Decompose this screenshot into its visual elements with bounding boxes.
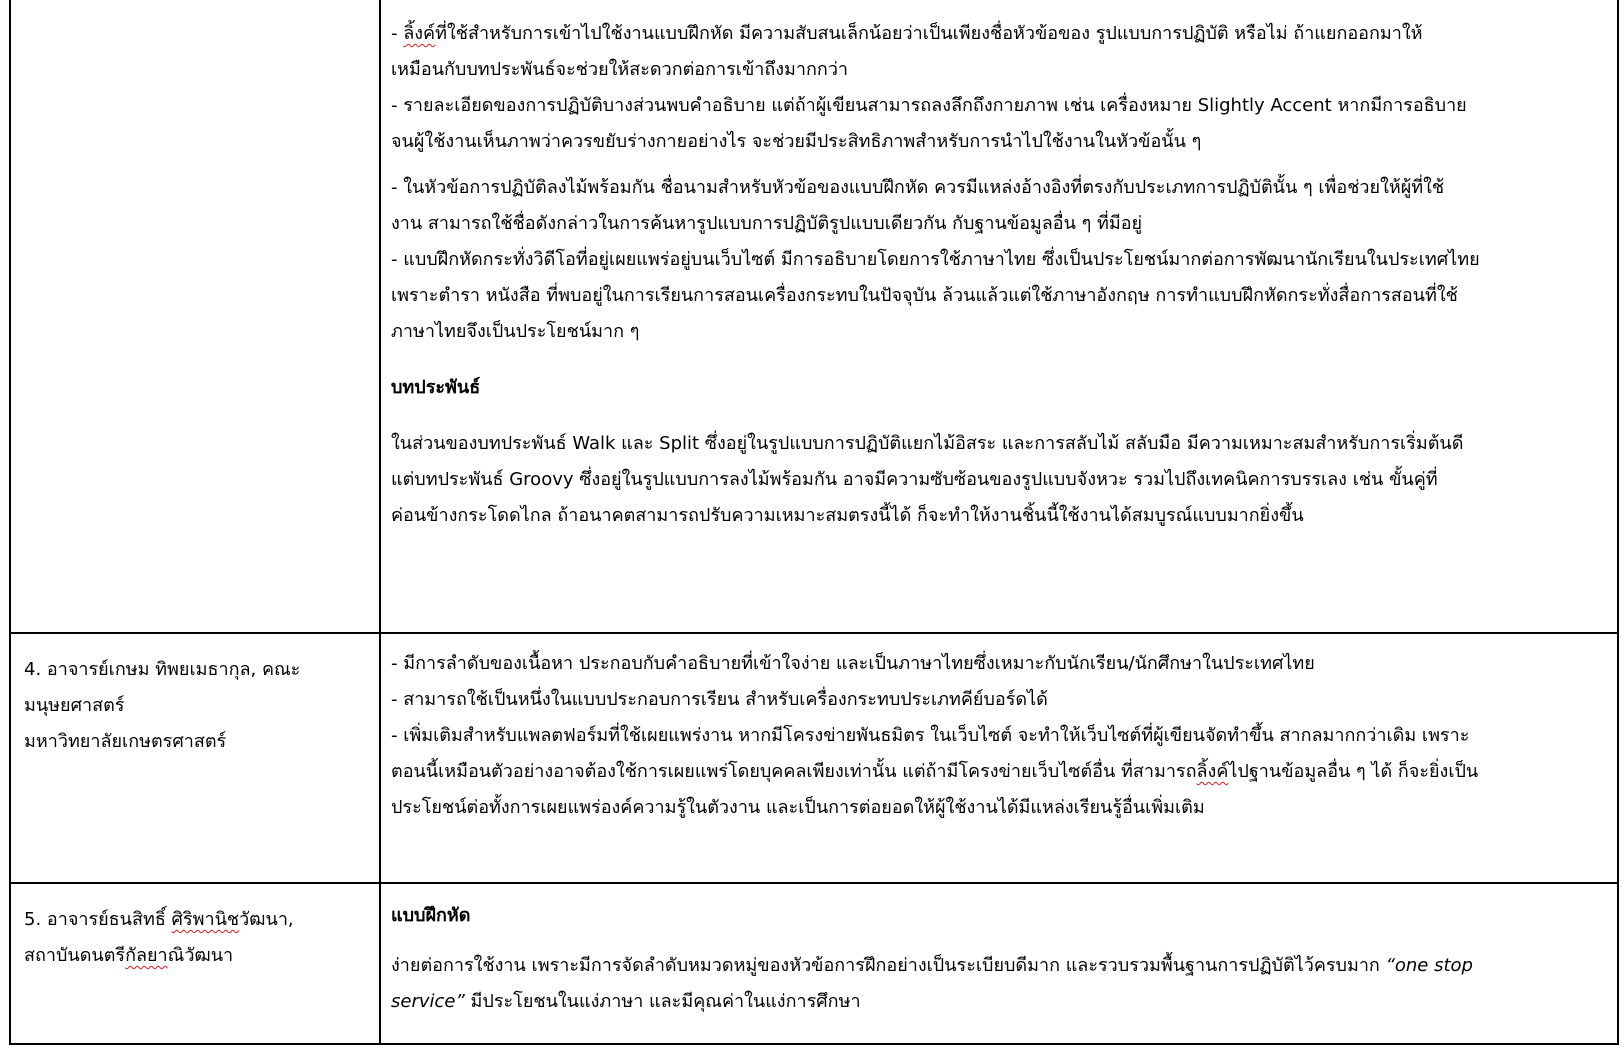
misspelled-word: กัลยา: [125, 945, 168, 966]
reviewer-name: 4. อาจารย์เกษม ทิพยเมธากุล, คณะ: [24, 659, 301, 680]
quoted-phrase: service”: [391, 991, 465, 1012]
review-table: [9, 0, 1619, 1045]
section-heading: แบบฝึกหัด: [391, 905, 471, 926]
comment-line: งาน สามารถใช้ชื่อดังกล่าวในการค้นหารูปแบบการปฏิบัติรูปแบบเดียวกัน กับฐานข้อมูลอื่น ๆ ที่มีอยู่: [391, 213, 1143, 234]
comment-line: - แบบฝึกหัดกระทั่งวิดีโอที่อยู่เผยแพร่อยู่บนเว็บไซต์ มีการอธิบายโดยการใช้ภาษาไทย ซึ่งเป็นประโยชน์มากต่อการพัฒนานักเรียนในประเทศไทย: [391, 249, 1480, 270]
quoted-phrase: “one stop: [1385, 955, 1473, 976]
comment-line: แต่บทประพันธ์ Groovy ซึ่งอยู่ในรูปแบบการลงไม้พร้อมกัน อาจมีความซับซ้อนของรูปแบบจังหวะ รวมไปถึงเทคนิคการบรรเลง เช่น ขั้นคู่ที่: [391, 469, 1438, 490]
comment-line: - รายละเอียดของการปฏิบัติบางส่วนพบคำอธิบาย แต่ถ้าผู้เขียนสามารถลงลึกถึงกายภาพ เช่น เครื่องหมาย Slightly Accent หากมีการอธิบาย: [391, 95, 1467, 116]
table-row: [11, 882, 1617, 1043]
comment-line: ตอนนี้เหมือนตัวอย่างอาจต้องใช้การเผยแพร่โดยบุคคลเพียงเท่านั้น แต่ถ้ามีโครงข่ายเว็บไซต์อื่น ที่สามารถลิ้งค์ไปฐานข้อมูลอื่น ๆ ได้ ก็จะยิ่งเป็น: [391, 761, 1479, 782]
reviewer-university: มหาวิทยาลัยเกษตรศาสตร์: [24, 731, 227, 752]
comment-line: ภาษาไทยจึงเป็นประโยชน์มาก ๆ: [391, 321, 640, 342]
column-divider: [379, 884, 381, 1043]
comment-line: ในส่วนของบทประพันธ์ Walk และ Split ซึ่งอยู่ในรูปแบบการปฏิบัติแยกไม้อิสระ และการสลับไม้ สลับมือ มีความเหมาะสมสำหรับการเริ่มต้นดี: [391, 433, 1464, 454]
reviewer-cell: [24, 652, 364, 760]
comment-line: - ลิ้งค์ที่ใช้สำหรับการเข้าไปใช้งานแบบฝึกหัด มีความสับสนเล็กน้อยว่าเป็นเพียงชื่อหัวข้อของ รูปแบบการปฏิบัติ หรือไม่ ถ้าแยกออกมาให้: [391, 23, 1423, 44]
reviewer-faculty: มนุษยศาสตร์: [24, 695, 125, 716]
comment-line: ประโยชน์ต่อทั้งการเผยแพร่องค์ความรู้ในตัวงาน และเป็นการต่อยอดให้ผู้ใช้งานได้มีแหล่งเรียนรู้อื่นเพิ่มเติม: [391, 797, 1205, 818]
reviewer-cell: [24, 902, 364, 974]
comment-line: ง่ายต่อการใช้งาน เพราะมีการจัดลำดับหมวดหมู่ของหัวข้อการฝึกอย่างเป็นระเบียบดีมาก และรวบรวมพื้นฐานการปฏิบัติไว้ครบมาก “one stop: [391, 955, 1473, 976]
comment-line: จนผู้ใช้งานเห็นภาพว่าควรขยับร่างกายอย่างไร จะช่วยมีประสิทธิภาพสำหรับการนำไปใช้งานในหัวข้อนั้น ๆ: [391, 131, 1202, 152]
comment-cell: [391, 16, 1609, 534]
reviewer-institute: สถาบันดนตรีกัลยาณิวัฒนา: [24, 945, 234, 966]
comment-line: - สามารถใช้เป็นหนึ่งในแบบประกอบการเรียน สำหรับเครื่องกระทบประเภทคีย์บอร์ดได้: [391, 689, 1048, 710]
column-divider: [379, 634, 381, 882]
misspelled-word: ลิ้งค์: [403, 23, 436, 44]
table-row: [11, 632, 1617, 882]
misspelled-word: ลิ้งค์: [1196, 761, 1229, 782]
comment-line: - มีการลำดับของเนื้อหา ประกอบกับคำอธิบายที่เข้าใจง่าย และเป็นภาษาไทยซึ่งเหมาะกับนักเรียน/นักศึกษาในประเทศไทย: [391, 653, 1315, 674]
comment-line: - เพิ่มเติมสำหรับแพลตฟอร์มที่ใช้เผยแพร่งาน หากมีโครงข่ายพันธมิตร ในเว็บไซต์ จะทำให้เว็บไซต์ที่ผู้เขียนจัดทำขึ้น สากลมากกว่าเดิม เพราะ: [391, 725, 1470, 746]
misspelled-word: ศิริพานิช: [171, 909, 240, 930]
reviewer-name: 5. อาจารย์ธนสิทธิ์ ศิริพานิชวัฒนา,: [24, 909, 294, 930]
comment-line: service” มีประโยชนในแง่ภาษา และมีคุณค่าในแง่การศึกษา: [391, 991, 861, 1012]
column-divider: [379, 0, 381, 632]
table-row: [11, 0, 1617, 632]
section-heading: บทประพันธ์: [391, 377, 481, 398]
comment-cell: [391, 646, 1609, 826]
comment-line: ค่อนข้างกระโดดไกล ถ้าอนาคตสามารถปรับความเหมาะสมตรงนี้ได้ ก็จะทำให้งานชิ้นนี้ใช้งานได้สมบูรณ์แบบมากยิ่งขึ้น: [391, 505, 1304, 526]
comment-cell: [391, 898, 1609, 1020]
comment-line: - ในหัวข้อการปฏิบัติลงไม้พร้อมกัน ชื่อนามสำหรับหัวข้อของแบบฝึกหัด ควรมีแหล่งอ้างอิงที่ตรงกับประเภทการปฏิบัตินั้น ๆ เพื่อช่วยให้ผู้ที่ใช้: [391, 177, 1445, 198]
comment-line: เหมือนกับบทประพันธ์จะช่วยให้สะดวกต่อการเข้าถึงมากกว่า: [391, 59, 849, 80]
comment-line: เพราะตำรา หนังสือ ที่พบอยู่ในการเรียนการสอนเครื่องกระทบในปัจจุบัน ล้วนแล้วแต่ใช้ภาษาอังกฤษ การทำแบบฝึกหัดกระทั่งสื่อการสอนที่ใช้: [391, 285, 1458, 306]
